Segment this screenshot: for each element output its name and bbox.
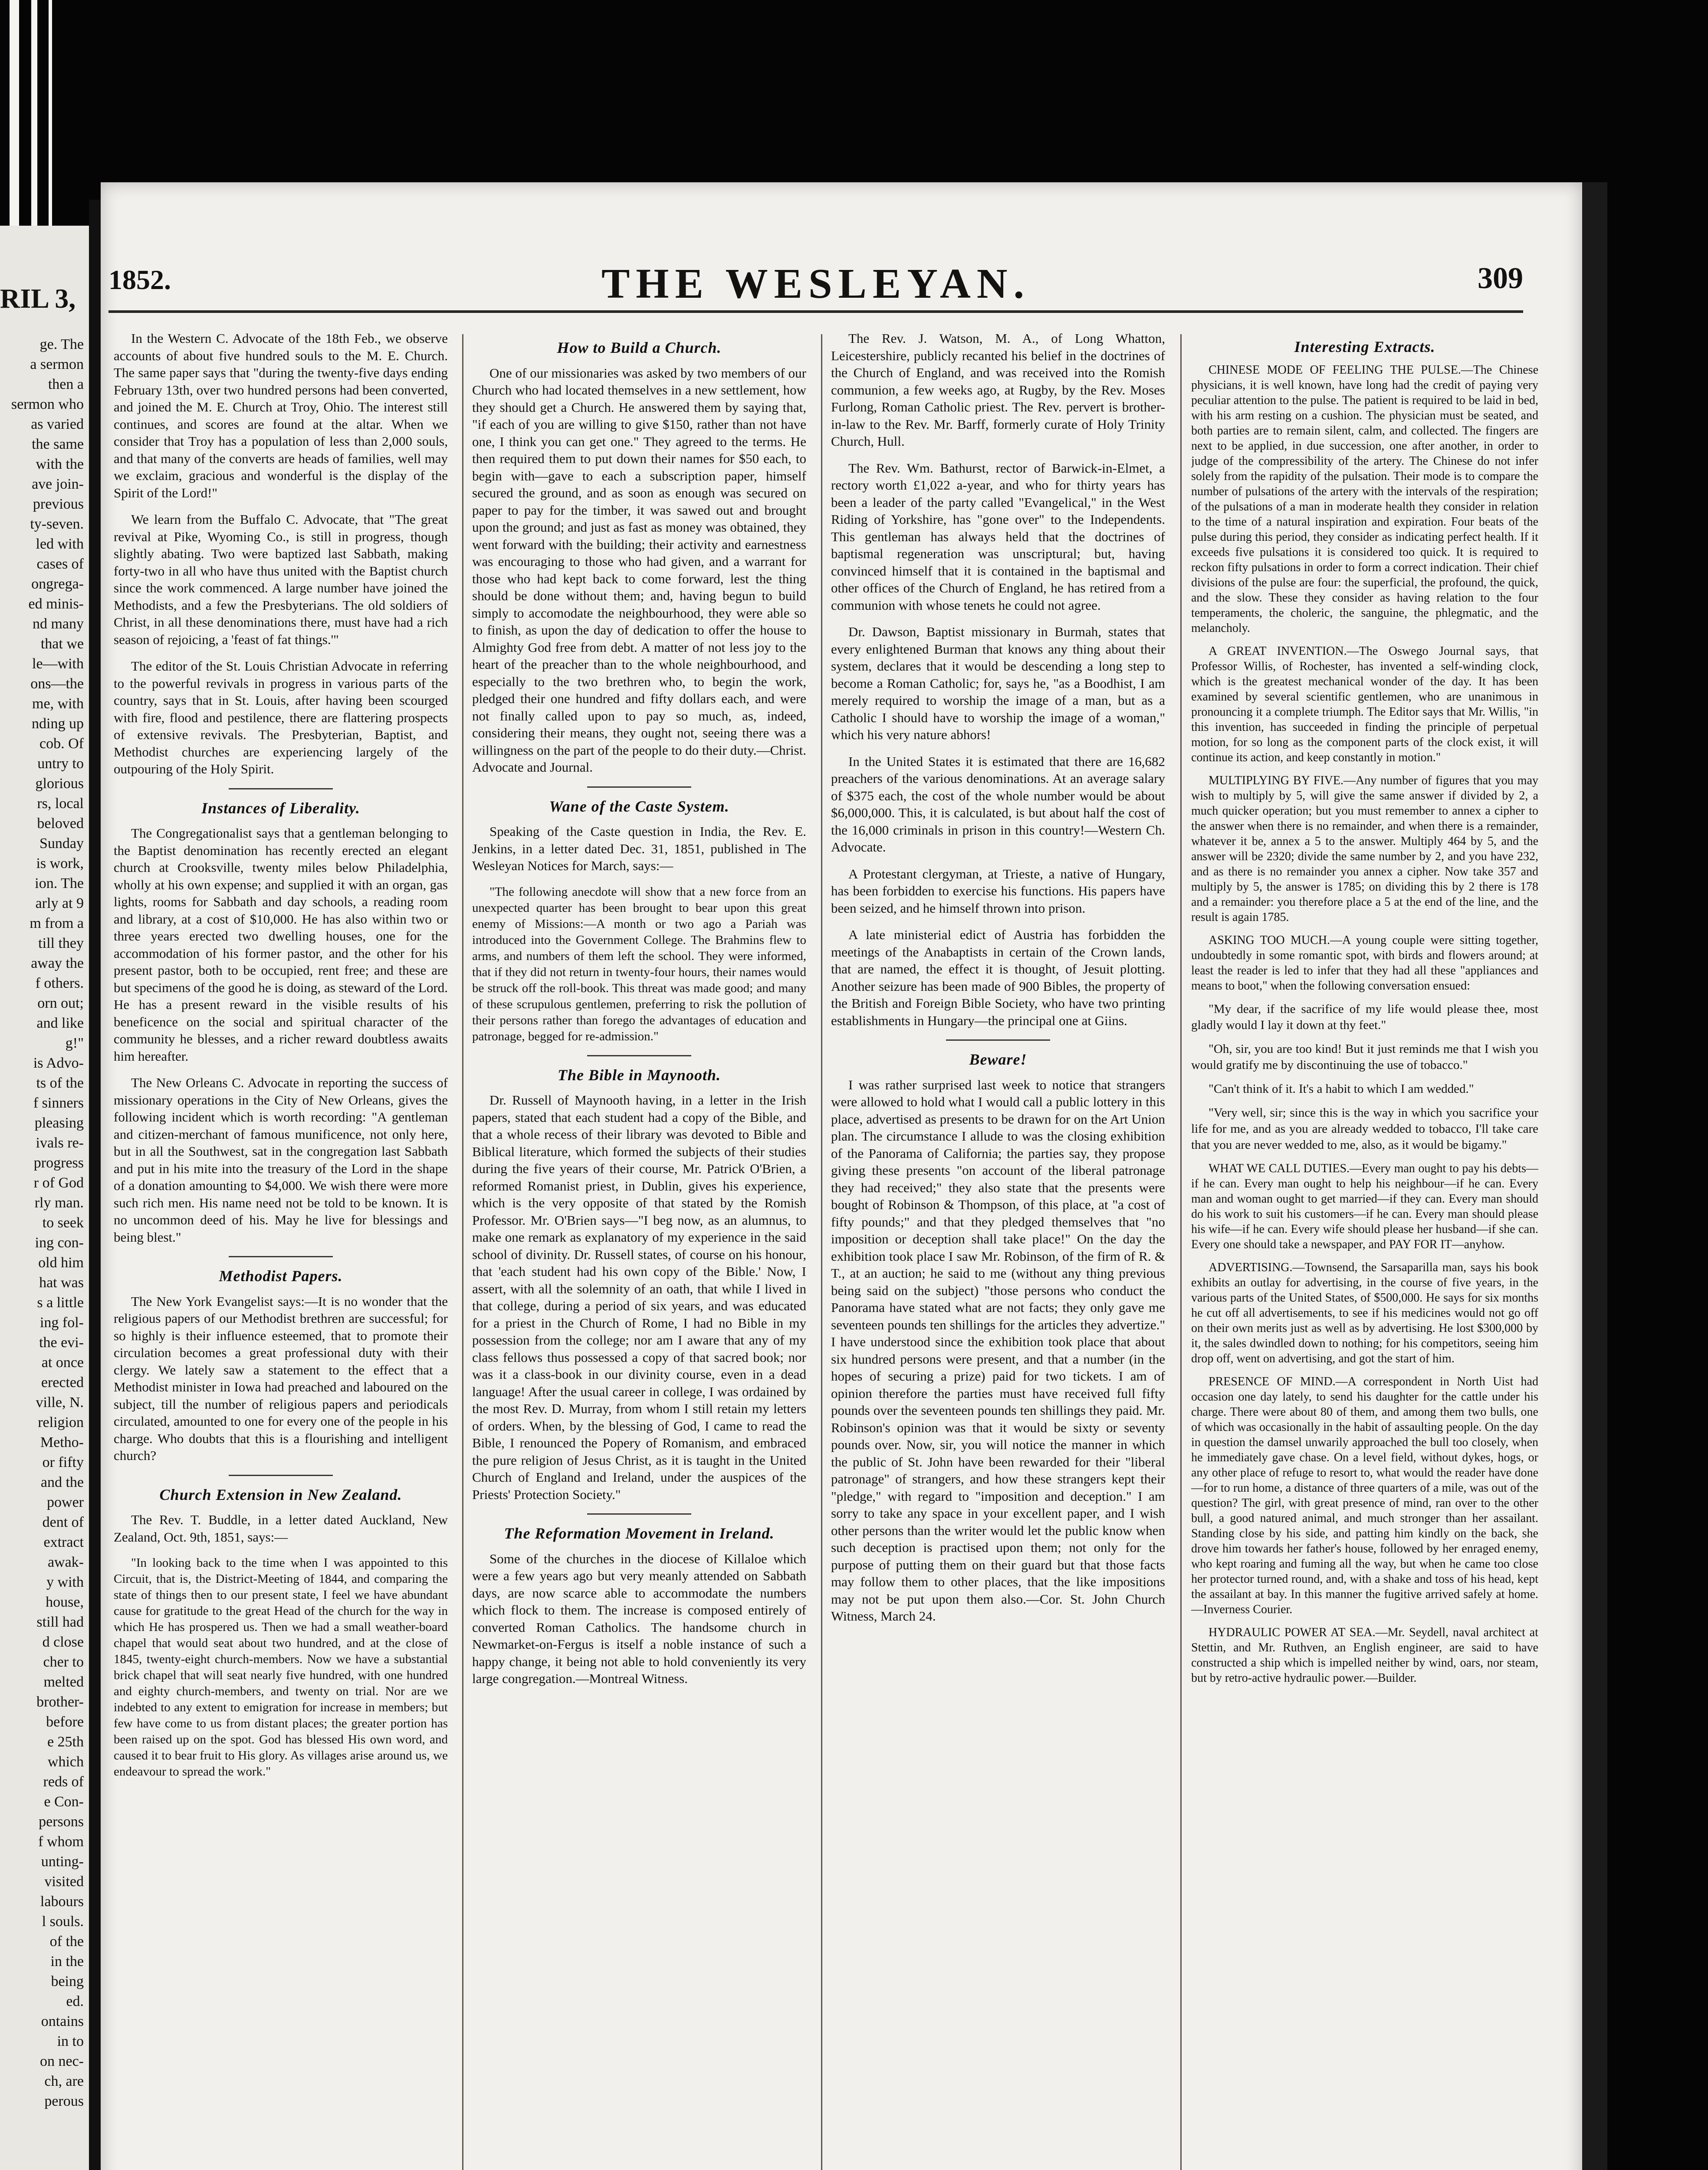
article-paragraph: WHAT WE CALL DUTIES.—Every man ought to pay his debts—if he can. Every man ought to help his neighbour—if he can. Every man and woman ought to get married—if they can. Every man should do his work to suit his customers—if he can. Every man should please his wife—if he can. Every wife should please her husband—if she can. Every one should take a newspaper, and PAY FOR IT—anyhow. [1191, 1162, 1538, 1251]
previous-page-line: which [47, 1754, 84, 1770]
previous-page-line: orn out; [37, 995, 84, 1011]
previous-page-fragment [0, 226, 89, 2170]
previous-page-line: melted [43, 1674, 84, 1690]
article-paragraph: The Rev. J. Watson, M. A., of Long Whatton, Leicestershire, publicly recanted his belief in the doctrines of the Church of England, and was received into the Romish communion, a few weeks ago, at Rugby, by the Rev. Moses Furlong, Roman Catholic priest. The Rev. pervert is brother-in-law to the Rev. Mr. Barff, formerly curate of Holy Trinity Church, Hull. [831, 331, 1165, 449]
article-heading: The Bible in Maynooth. [557, 1066, 721, 1084]
book-gutter [89, 200, 101, 2170]
previous-page-line: brother- [36, 1694, 84, 1710]
previous-page-line: ts of the [36, 1075, 84, 1091]
previous-page-line: f others. [35, 975, 84, 991]
article-paragraph: One of our missionaries was asked by two members of our Church who had located themselves in a new settlement, how they should get a Church. He answered them by saying that, "if each of you are willing to give $150, rather than not have one, I think you can get one." They agreed to the terms. He then required them to put down their names for $50 each, to begin with—gave to each a subscription paper, himself secured the ground, and as soon as enough was secured on paper to pay for the timber, it was sawed out and brought upon the ground; and just as fast as money was obtained, they went forward with the building; their activity and earnestness was encouraging to those who had given, and a warrant for those who had kept back to come forward, lest the thing should be done without them; and, having begun to build simply to accomodate the neighbourhood, they were able so to finish, as upon the day of dedication to offer the house to Almighty God free from debt. A matter of not less joy to the heart of the preacher than to the whole neighbourhood, and especially to the two brethren who, to begin the work, pledged their one hundred and fifty dollars each, and were not finally called upon to pay so much, as, indeed, considering their means, they ought not, seeing there was a willingness on the part of the people to do their duty.—Christ. Advocate and Journal. [472, 365, 806, 775]
previous-page-line: me, with [32, 696, 84, 712]
previous-page-line: old him [38, 1255, 84, 1271]
article [472, 1067, 806, 1503]
masthead [108, 260, 1523, 307]
previous-page-line: previous [33, 496, 84, 512]
article-separator [229, 788, 333, 789]
previous-page-line: or fifty [42, 1454, 84, 1470]
article-paragraph: A late ministerial edict of Austria has forbidden the meetings of the Anabaptists in certain of the Crown lands, that are named, the effect it is thought, of Jesuit plotting. Another seizure has been made of 900 Bibles, the property of the British and Foreign Bible Society, who have two printing establishments in Hungary—the principal one at Giins. [831, 927, 1165, 1028]
previous-page-line: ville, N. [36, 1394, 84, 1410]
previous-page-line: away the [31, 955, 84, 971]
previous-page-line: perous [44, 2093, 84, 2109]
article [114, 1268, 448, 1464]
previous-page-line: in to [57, 2033, 84, 2049]
previous-page-line: led with [36, 536, 84, 552]
column-3 [831, 330, 1165, 2170]
masthead-rule [108, 310, 1523, 313]
article-paragraph: PRESENCE OF MIND.—A correspondent in North Uist had occasion one day lately, to send his daughter for the cattle under his charge. There were about 80 of them, and among them two bulls, one of which was occasionally in the habit of assaulting people. On the day in question the damsel unwarily approached the bull too closely, when he immediately gave chase. On a level field, without dykes, hogs, or any other place of refuge to resort to, what would the reader have done—for to run home, a distance of three quarters of a mile, was out of the question? The girl, with great presence of mind, ran over to the other bull, a good natured animal, and much stronger than her assailant. Standing close by his side, and patting him kindly on the back, she drove him towards her father's house, followed by her enraged enemy, who kept roaring and fuming all the way, but when he came too close her protector turned round, and, with a shake and toss of his head, kept the assailant at bay. In this manner the fugitive arrived safely at home.—Inverness Courier. [1191, 1375, 1538, 1616]
column-divider [1180, 334, 1182, 2170]
previous-page-line: rly man. [34, 1195, 84, 1211]
previous-page-line: ge. The [39, 336, 84, 352]
previous-page-line: awak- [47, 1554, 84, 1570]
previous-page-line: beloved [37, 815, 84, 832]
article-separator [587, 1055, 691, 1056]
previous-page-line: ch, are [44, 2073, 84, 2089]
previous-page-line: arly at 9 [35, 895, 84, 911]
previous-page-line: m from a [30, 915, 84, 931]
article-paragraph: I was rather surprised last week to notice that strangers were allowed to hold what I would call a public lottery in this place, advertised as presents to be drawn for on the Art Union plan. The circumstance I allude to was the closing exhibition of the Panorama of California; the parties say, they propose giving these presents "on account of the liberal patronage they had received;" they also state that the presents were bought of Robinson & Thompson, of this place, at "a cost of fifty pounds;" and that they pledged themselves that "no imposition or deception shall take place!" On the day the exhibition took place I saw Mr. Robinson, of the firm of R. & T., at an auction; he said to me (without any thing previous being said on the subject) "those persons who conduct the Panorama have stated what are not facts; they only gave me seventeen pounds ten shillings for the articles they advertize." I have understood since the exhibition took place that about six hundred persons were present, and that a number (in the hopes of securing a prize) paid for two tickets. I am of opinion therefore the parties must have received full fifty pounds over the seventeen pounds ten shillings they paid. Mr. Robinson's opinion was that it would be sixty or seventy pounds over. Now, sir, you will notice the manner in which the public of St. John have been rewarded for their "liberal patronage" of strangers, and how these strangers kept their "pledge," with regard to "imposition and deception." I am sorry to take any space in your excellent paper, and I wish other persons than the writer would let the public know when such deception is practised upon them; not only for the purpose of putting them on their guard but that those facts may follow them to other places, that the like impositions may not be put upon them also.—Cor. St. John Church Witness, March 24. [831, 1077, 1165, 1624]
page-edge [1582, 182, 1607, 2170]
binding-strip [31, 0, 37, 226]
previous-page-header: RIL 3, [0, 283, 76, 314]
column-2 [472, 330, 806, 2170]
article [831, 1051, 1165, 1625]
previous-page-line: persons [39, 1814, 84, 1830]
article-paragraph: Dr. Russell of Maynooth having, in a letter in the Irish papers, stated that each student had a copy of the Bible, and that a whole recess of their library was devoted to Bible and Biblical literature, which formed the subjects of their studies during the five years of their course, Mr. Patrick O'Brien, a reformed Romanist priest, in Dublin, gives his experience, which is the very opposite of that stated by the Romish Professor. Mr. O'Brien says—"I beg now, as an alumnus, to make one remark as explanatory of my experience in the said school of divinity. Dr. Russell states, of course on his honour, that 'each student had his own copy of the Bible.' Now, I assert, with all the solemnity of an oath, that while I lived in that college, during a period of six years, and was educated for a priest in the Church of Rome, I had no Bible in my possession from the college; nor am I aware that any of my class fellows thus possessed a copy of that sacred book; nor was it a class-book in our divinity course, even in a dead language! After the usual career in college, I was ordained by the most Rev. D. Murray, from whom I still retain my letters of orders. When, by the blessing of God, I came to read the Bible, I renounced the Popery of Romanism, and embraced the pure religion of Jesus Christ, as it is taught in the United Church of England and Ireland, under the auspices of the Priests' Protection Society." [472, 1092, 806, 1502]
previous-page-line: the same [32, 436, 84, 452]
previous-page-line: hat was [39, 1275, 84, 1291]
previous-page-line: le—with [32, 656, 84, 672]
previous-page-line: cob. Of [39, 736, 84, 752]
previous-page-line: before [46, 1714, 84, 1730]
previous-page-line: ing fol- [39, 1315, 84, 1331]
previous-page-line: sermon who [11, 396, 84, 412]
newspaper-title: THE WESLEYAN. [601, 260, 1031, 307]
previous-page-line: ave join- [32, 476, 84, 492]
article-heading: Interesting Extracts. [1294, 338, 1435, 355]
previous-page-line: f whom [38, 1834, 84, 1850]
previous-page-line: untry to [37, 756, 84, 772]
previous-page-line: on nec- [39, 2053, 84, 2069]
article-paragraph: A Protestant clergyman, at Trieste, a native of Hungary, has been forbidden to exercise his functions. His papers have been seized, and he himself thrown into prison. [831, 866, 1165, 916]
masthead-year: 1852. [108, 264, 171, 295]
previous-page-text [0, 335, 89, 2111]
binding-strip [10, 0, 19, 226]
previous-page-line: with the [36, 456, 84, 472]
previous-page-line: f sinners [33, 1095, 84, 1111]
previous-page-line: that we [40, 636, 84, 652]
article-paragraph: ADVERTISING.—Townsend, the Sarsaparilla man, says his book exhibits an outlay for advertising, in the course of five years, in the various parts of the United States, of $500,000. He says for six months he cut off all advertisements, to see if his medicines would not go off on their own merits just as well as by advertising. He lost $300,000 by it, the sales dwindled down to nothing; for his competitors, seeing him drop off, went on advertising, and got the start of him. [1191, 1261, 1538, 1365]
article-paragraph: "In looking back to the time when I was appointed to this Circuit, that is, the District-Meeting of 1844, and comparing the state of things then to our present state, I feel we have abundant cause for gratitude to the great Head of the church for the way in which He has prospered us. Then we had a small weather-board chapel that would seat about two hundred, and at the close of 1845, twenty-eight church-members. Now we have a substantial brick chapel that will seat nearly five hundred, with one hundred and eighty church-members, and twenty on trial. Nor are we indebted to any extent to emigration for increase in members; but few have come to us from distant places; the greater portion has been raised up on the spot. God has blessed His own word, and caused it to bear fruit to His glory. As villages arise around us, we endeavour to spread the work." [114, 1556, 448, 1779]
article-paragraph: "Oh, sir, you are too kind! But it just reminds me that I wish you would gratify me by discontinuing the use of tobacco." [1191, 1042, 1538, 1072]
page-number: 309 [1478, 262, 1523, 295]
article [472, 339, 806, 776]
previous-page-line: ion. The [35, 875, 84, 891]
previous-page-line: the evi- [39, 1335, 84, 1351]
previous-page-line: ivals re- [36, 1135, 84, 1151]
article [831, 330, 1165, 1029]
column-1 [114, 330, 448, 2170]
article-heading: How to Build a Church. [557, 339, 722, 356]
article-paragraph: The New Orleans C. Advocate in reporting the success of missionary operations in the City of New Orleans, gives the following incident which is worth recording: "A gentleman and citizen-merchant of famous munificence, not only here, but in all the Southwest, sat in the congregation last Sabbath and put in his mite into the treasury of the Lord in the shape of a donation amounting to $4,000. We wish there were more such rich men. His name need not be told to be known. It is no uncommon deed of his. May he live for blessings and being blest." [114, 1075, 448, 1245]
previous-page-line: religion [38, 1414, 84, 1430]
previous-page-line: then a [48, 376, 84, 392]
article [114, 800, 448, 1246]
previous-page-line: cases of [36, 556, 84, 572]
article-heading: Wane of the Caste System. [549, 797, 729, 815]
previous-page-line: rs, local [37, 796, 84, 812]
previous-page-line: d close [42, 1634, 84, 1650]
article-separator [229, 1475, 333, 1476]
previous-page-line: r of God [33, 1175, 84, 1191]
article-paragraph: The Congregationalist says that a gentleman belonging to the Baptist denomination has recently erected an elegant church at Crooksville, twenty miles below Philadelphia, wholly at his own expense; and supplied it with an organ, gas lights, rooms for Sabbath and day schools, a reading room and library, at a cost of $10,000. He has also within two or three years erected two dwelling houses, one for the accommodation of his former pastor, and the other for his present pastor, both to be occupied, rent free; and these are but specimens of the good he is doing, as steward of the Lord. He has a present reward in the visible results of his beneficence on the social and spiritual character of the community he blesses, and a richer reward doubtless awaits him hereafter. [114, 825, 448, 1064]
binding-strip [49, 0, 52, 226]
previous-page-line: pleasing [34, 1115, 84, 1131]
previous-page-line: as varied [31, 416, 84, 432]
column-divider [462, 334, 463, 2170]
article-heading: The Reformation Movement in Ireland. [504, 1525, 775, 1542]
article-paragraph: "The following anecdote will show that a new force from an unexpected quarter has been brought to bear upon this great enemy of Missions:—A month or two ago a Pariah was introduced into the Government College. The Brahmins flew to arms, and numbers of them left the school. They were informed, that if they did not return in twenty-four hours, their names would be struck off the roll-book. This threat was made good; and many of these scrupulous gentlemen, preferring to risk the pollution of their persons rather than forego the advantages of education and patronage, begged for re-admission." [472, 884, 806, 1043]
article-paragraph: MULTIPLYING BY FIVE.—Any number of figures that you may wish to multiply by 5, will give the same answer if divided by 2, a much quicker operation; but you must remember to annex a cipher to the answer when there is no remainder, and when there is a remainder, whatever it be, annex a 5 to the answer. Multiply 464 by 5, and the answer will be 2320; divide the same number by 2, and you have 232, and as there is no remainder you annex a cipher. Now take 357 and multiply by 5, the answer is 1785; on dividing this by 2 there is 178 and a remainder: you therefore place a 5 at the end of the line, and the result is again 1785. [1191, 774, 1538, 924]
article-paragraph: Speaking of the Caste question in India, the Rev. E. Jenkins, in a letter dated Dec. 31, 1851, published in The Wesleyan Notices for March, says:— [472, 824, 806, 873]
article-separator [229, 1256, 333, 1257]
column-divider [821, 334, 822, 2170]
previous-page-line: cher to [43, 1654, 84, 1670]
article-paragraph: "Very well, sir; since this is the way in which you sacrifice your life for me, and as you are already wedded to tobacco, I'll take care that you are never wedded to me, also, as it would be bigamy." [1191, 1106, 1538, 1152]
article-separator [587, 1513, 691, 1515]
previous-page-line: in the [50, 1953, 84, 1969]
previous-page-line: reds of [43, 1774, 84, 1790]
previous-page-line: ontains [41, 2013, 84, 2029]
article [472, 798, 806, 1045]
article [472, 1525, 806, 1687]
article-heading: Church Extension in New Zealand. [159, 1486, 402, 1503]
article-heading: Beware! [969, 1051, 1027, 1068]
article-paragraph: HYDRAULIC POWER AT SEA.—Mr. Seydell, naval architect at Stettin, and Mr. Ruthven, an English engineer, are said to have constructed a ship which is impelled neither by wind, oars, nor steam, but by retro-active hydraulic power.—Builder. [1191, 1626, 1538, 1685]
column-4 [1191, 330, 1538, 2170]
previous-page-line: and like [36, 1015, 84, 1031]
article [114, 1486, 448, 1780]
article-paragraph: The Rev. Wm. Bathurst, rector of Barwick-in-Elmet, a rectory worth £1,022 a-year, and who for thirty years has been a leader of the party called "Evangelical," in the West Riding of Yorkshire, has "gone over" to the Independents. This gentleman has always held that the doctrines of baptismal regeneration was unscriptural; but, having convinced himself that it is contained in the baptismal and other offices of the Church of England, he has retired from a communion with whose tenets he could not agree. [831, 460, 1165, 613]
article-paragraph: "Can't think of it. It's a habit to which I am wedded." [1209, 1082, 1474, 1096]
previous-page-line: being [51, 1973, 84, 1989]
previous-page-line: still had [36, 1614, 84, 1630]
previous-page-line: visited [44, 1874, 84, 1890]
previous-page-line: of the [49, 1933, 84, 1950]
previous-page-line: and the [40, 1474, 84, 1490]
previous-page-line: erected [41, 1374, 84, 1391]
article-paragraph: We learn from the Buffalo C. Advocate, that "The great revival at Pike, Wyoming Co., is still in progress, though slightly abating. Two were baptized last Sabbath, making forty-two in all who have thus united with the Baptist church since the work commenced. A large number have joined the Methodists, and a few the Presbyterians. The old soldiers of Christ, in all these denominations there, must have had a rich season of rejoicing, a 'feast of fat things.'" [114, 512, 448, 647]
previous-page-line: Sunday [39, 835, 84, 852]
article-paragraph: ASKING TOO MUCH.—A young couple were sitting together, undoubtedly in some romantic spot, with birds and flowers around; at least the reader is led to infer that they had all these "appliances and means to boot," when the following conversation ensued: [1191, 934, 1538, 993]
previous-page-line: nding up [32, 716, 84, 732]
article-heading: Methodist Papers. [219, 1267, 343, 1285]
previous-page-line: ons—the [30, 676, 84, 692]
previous-page-line: Metho- [40, 1434, 84, 1450]
previous-page-line: at once [41, 1355, 84, 1371]
article-paragraph: In the United States it is estimated that there are 16,682 preachers of the various denominations. At an average salary of $375 each, the cost of the whole number would be about $6,000,000. This, it is calculated, is but about half the cost of the 16,000 criminals in prison in this country!—Western Ch. Advocate. [831, 753, 1165, 855]
article-paragraph: Some of the churches in the diocese of Killaloe which were a few years ago but very meanly attended on Sabbath days, are now scarce able to accommodate the numbers which flock to them. The increase is composed entirely of converted Roman Catholics. The handsome church in Newmarket-on-Fergus is itself a noble instance of such a happy change, it being not able to hold conveniently its very large congregation.—Montreal Witness. [472, 1551, 806, 1686]
article-paragraph: Dr. Dawson, Baptist missionary in Burmah, states that every enlightened Burman that knows any thing about their system, declares that it would be descending a long step to become a Roman Catholic; for, says he, "as a Boodhist, I am merely required to worship the image of a man, but as a Catholic I should have to worship the image of a woman," which his very nature abhors! [831, 624, 1165, 742]
previous-page-line: ongrega- [31, 576, 84, 592]
previous-page-line: extract [43, 1534, 84, 1550]
previous-page-line: e 25th [47, 1734, 84, 1750]
previous-page-line: a sermon [30, 356, 84, 372]
previous-page-line: is Advo- [33, 1055, 84, 1071]
article-paragraph: The editor of the St. Louis Christian Advocate in referring to the powerful revivals in progress in various parts of the country, says that in St. Louis, after having been scourged with fire, flood and pestilence, there are flattering prospects of extensive revivals. The Presbyterian, Baptist, and Methodist churches are experiencing largely of the outpouring of the Holy Spirit. [114, 658, 448, 776]
previous-page-line: nd many [32, 616, 84, 632]
article-separator [587, 786, 691, 788]
previous-page-line: to seek [42, 1215, 84, 1231]
previous-page-line: e Con- [44, 1794, 84, 1810]
previous-page-line: progress [33, 1155, 84, 1171]
article-heading: Instances of Liberality. [201, 799, 360, 817]
article-paragraph: "My dear, if the sacrifice of my life would please thee, most gladly would I lay it down at thy feet." [1191, 1002, 1538, 1032]
previous-page-line: dent of [42, 1514, 84, 1530]
previous-page-line: y with [46, 1574, 84, 1590]
previous-page-line: labours [40, 1894, 84, 1910]
previous-page-line: power [47, 1494, 84, 1510]
article-separator [946, 1039, 1050, 1041]
previous-page-line: l souls. [42, 1914, 84, 1930]
previous-page-line: till they [38, 935, 84, 951]
article-paragraph: A GREAT INVENTION.—The Oswego Journal says, that Professor Willis, of Rochester, has invented a self-winding clock, which is the greatest mechanical wonder of the day. It has been examined by several scientific gentlemen, who are unanimous in pronouncing it a complete triumph. The Editor says that Mr. Willis, "in this invention, has succeeded in finding the principle of perpetual motion, for so long as the component parts of the clock exist, it will continue its action, and keep constantly in motion." [1191, 644, 1538, 764]
previous-page-line: glorious [35, 776, 84, 792]
previous-page-line: ed. [66, 1993, 84, 2009]
article-paragraph: The Rev. T. Buddle, in a letter dated Auckland, New Zealand, Oct. 9th, 1851, says:— [114, 1512, 448, 1545]
article [114, 330, 448, 778]
article [1191, 339, 1538, 1686]
previous-page-line: house, [46, 1594, 84, 1610]
previous-page-line: is work, [36, 855, 84, 871]
article-paragraph: The New York Evangelist says:—It is no wonder that the religious papers of our Methodist brethren are successful; for so highly is their influence esteemed, that to promote their circulation becomes a great professional duty with their clergy. We lately saw a statement to the effect that a Methodist minister in Iowa had preached and laboured on the subject, till the number of religious papers and periodicals circulated, amounted to one for every one of the people in his charge. Who doubts that this is a flourishing and intelligent church? [114, 1293, 448, 1463]
previous-page-line: s a little [37, 1295, 84, 1311]
previous-page-line: ing con- [35, 1235, 84, 1251]
article-paragraph: CHINESE MODE OF FEELING THE PULSE.—The Chinese physicians, it is well known, have long had the credit of paying very peculiar attention to the pulse. The patient is required to be laid in bed, with his arm resting on a cushion. The physician must be seated, and both parties are to remain silent, calm, and collected. The fingers are next to be applied, in due succession, one after another, in order to judge of the compressibility of the artery. The Chinese do not infer solely from the rapidity of the pulsation. Their mode is to compare the number of pulsations of the artery with the intervals of the respiration; of the pulsations of a man in moderate health they consider in relation to the time of a natural inspiration and expiration. Four beats of the pulse during this period, they consider as indicating perfect health. If it exceeds five pulsations it is considered too quick. It is required to reckon fifty pulsations in order to form a correct indication. Their chief divisions of the pulse are four: the superficial, the profound, the quick, and the slow. These they consider as having relation to the four temperaments, the choleric, the sanguine, the phlegmatic, and the melancholy. [1191, 363, 1538, 635]
previous-page-line: unting- [41, 1854, 84, 1870]
previous-page-line: ty-seven. [30, 516, 84, 532]
article-paragraph: In the Western C. Advocate of the 18th Feb., we observe accounts of about five hundred souls to the M. E. Church. The same paper says that "during the twenty-five days ending February 13th, over two hundred persons had been converted, and joined the M. E. Church at Troy, Ohio. The interest still continues, and scores are found at the altar. When we consider that Troy has a population of less than 2,000 souls, and that many of the converts are heads of families, well may we exclaim, gracious and wonderful is the display of the Spirit of the Lord!" [114, 331, 448, 500]
previous-page-line: g!" [65, 1035, 84, 1051]
previous-page-line: ed minis- [28, 596, 84, 612]
